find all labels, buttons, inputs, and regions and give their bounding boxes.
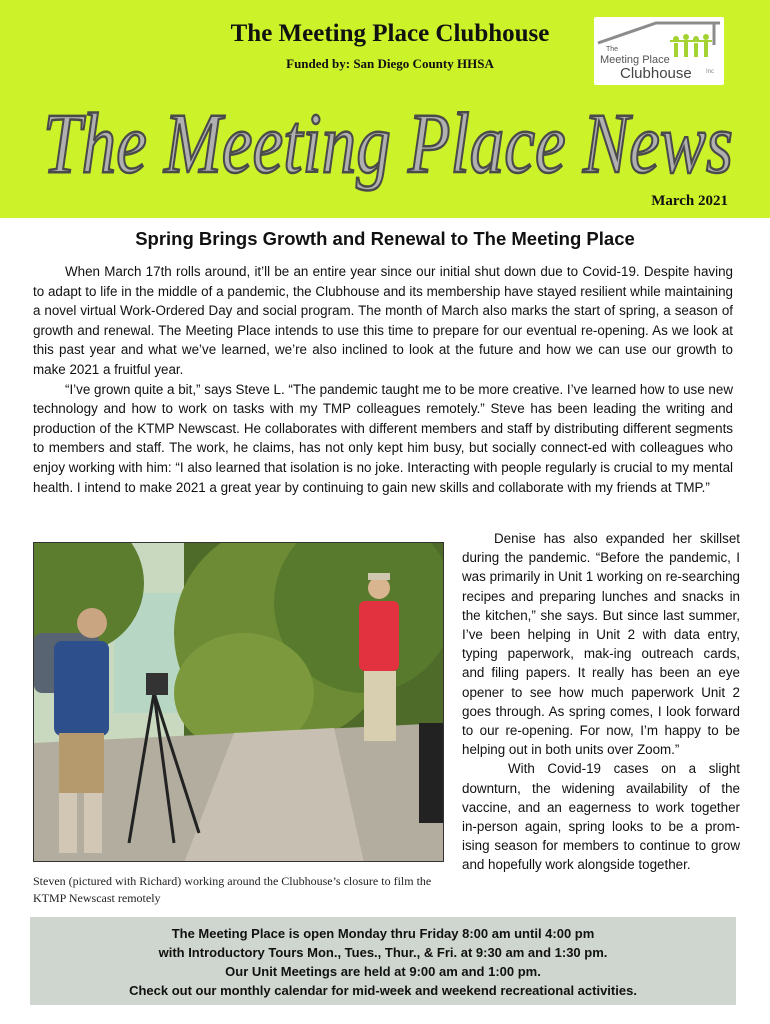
club-name: The Meeting Place Clubhouse — [230, 20, 550, 47]
photo-illustration — [34, 543, 444, 862]
info-line-tours: with Introductory Tours Mon., Tues., Thur., & Fri. at 9:30 am and 1:30 pm. — [158, 945, 608, 960]
info-box — [30, 917, 736, 1005]
logo-figures-icon — [670, 34, 712, 57]
article-right-column — [462, 529, 740, 875]
article-headline: Spring Brings Growth and Renewal to The Meeting Place — [135, 228, 635, 249]
article-paragraph: With Covid-19 cases on a slight downturn, the widening availability of the vaccine, and an eagerness to work together in-person again, spring looks to be a prom-ising season for members to continue to grow and hopefully work alongside together. — [462, 761, 740, 873]
logo-text-inc: Inc — [706, 69, 715, 75]
info-line-calendar: Check out our monthly calendar for mid-week and weekend recreational activities. — [129, 983, 637, 998]
photo-caption: Steven (pictured with Richard) working around the Clubhouse’s closure to film the KTMP Newscast remotely — [33, 874, 432, 905]
masthead — [28, 90, 748, 200]
funded-by: Funded by: San Diego County HHSA — [286, 56, 494, 71]
article-photo — [33, 542, 444, 862]
article-paragraph: “I’ve grown quite a bit,” says Steve L. “The pandemic taught me to be more creative. I’ve learned how to use new technology and how to work on tasks with my TMP colleagues remotely.” Steve has been leading the writing and production of the KTMP Newscast. He collaborates with different members and staff by distributing different segments to members and staff. The work, he claims, has not only kept him busy, but socially connect-ed with colleagues who enjoy working with him: “I also learned that isolation is no joke. Interacting with people regularly is crucial to my mental health. I intend to make 2021 a great year by continuing to gain new skills and collaborate with my friends at TMP.” — [33, 381, 733, 495]
article-paragraph: When March 17th rolls around, it’ll be an entire year since our initial shut down due to Covid-19. Despite having to adapt to life in the middle of a pandemic, the Clubhouse and its membership have stayed resilient while maintaining a novel virtual Work-Ordered Day and social program. The month of March also marks the start of spring, a season of growth and renewal. The Meeting Place intends to use this time to prepare for our eventual re-opening. As we look at this past year and what we’ve learned, we’re also inclined to look at the future and how we can use our growth to make 2021 a fruitful year. — [33, 264, 733, 377]
article-body-top — [33, 262, 733, 497]
masthead-title: The Meeting Place News — [43, 95, 733, 191]
logo-text-clubhouse: Clubhouse — [620, 65, 692, 82]
logo-text-the: The — [606, 46, 619, 53]
logo-text-meeting-place: Meeting Place — [600, 54, 670, 66]
info-line-hours: The Meeting Place is open Monday thru Friday 8:00 am until 4:00 pm — [171, 926, 595, 941]
clubhouse-logo — [594, 17, 724, 85]
issue-date: March 2021 — [651, 193, 728, 209]
article-paragraph: Denise has also expanded her skillset during the pandemic. “Before the pandemic, I was primarily in Unit 1 working on re-searching recipes and preparing lunches and snacks in the kitchen,” she says. But since last summer, I’ve been helping in Unit 2 with data entry, typing paperwork, mak-ing outreach cards, and filing papers. It really has been an eye opener to see how much paperwork Unit 2 goes through. As spring comes, I look forward to our re-opening. For now, I’m happy to be helping out in both units over Zoom.” — [462, 531, 740, 758]
info-line-meetings: Our Unit Meetings are held at 9:00 am and 1:00 pm. — [225, 964, 541, 979]
